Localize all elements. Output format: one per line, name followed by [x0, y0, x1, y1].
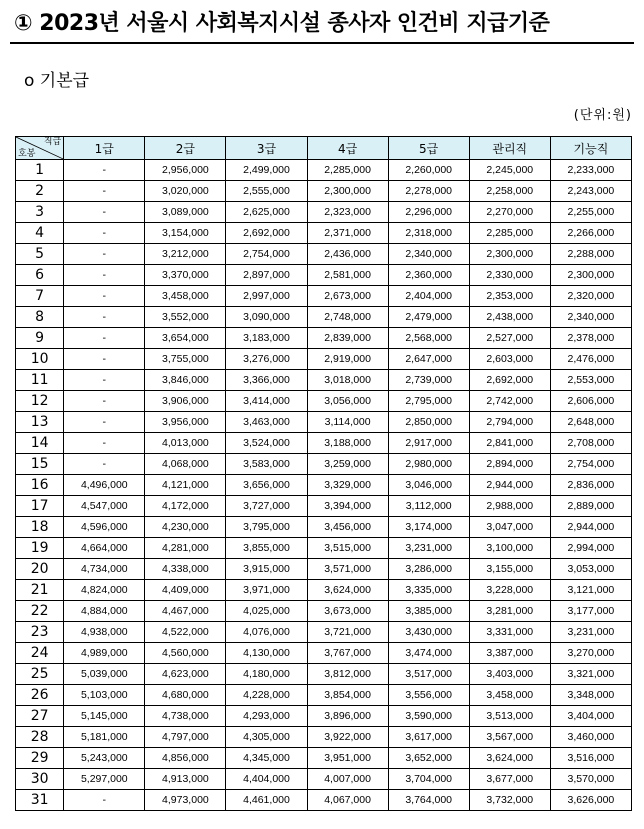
table-row — [16, 349, 632, 370]
salary-cell: 3,764,000 — [388, 790, 469, 811]
salary-cell: 3,727,000 — [226, 496, 307, 517]
step-number-cell: 30 — [16, 769, 64, 790]
salary-cell: 3,704,000 — [388, 769, 469, 790]
table-row — [16, 433, 632, 454]
table-row — [16, 265, 632, 286]
salary-cell: 2,371,000 — [307, 223, 388, 244]
salary-cell: 2,692,000 — [469, 370, 550, 391]
salary-cell: 3,915,000 — [226, 559, 307, 580]
salary-cell: 2,897,000 — [226, 265, 307, 286]
salary-cell: 3,212,000 — [145, 244, 226, 265]
step-number-cell: 19 — [16, 538, 64, 559]
step-number-cell: 22 — [16, 601, 64, 622]
table-row — [16, 517, 632, 538]
salary-cell: 2,754,000 — [226, 244, 307, 265]
table-row — [16, 391, 632, 412]
salary-cell: 3,624,000 — [307, 580, 388, 601]
salary-cell: 4,913,000 — [145, 769, 226, 790]
salary-cell: 3,394,000 — [307, 496, 388, 517]
salary-cell: 2,754,000 — [550, 454, 631, 475]
salary-cell: 2,673,000 — [307, 286, 388, 307]
salary-cell: 3,590,000 — [388, 706, 469, 727]
step-number-cell: 17 — [16, 496, 64, 517]
salary-cell: 3,652,000 — [388, 748, 469, 769]
salary-cell: 2,795,000 — [388, 391, 469, 412]
salary-cell: 3,174,000 — [388, 517, 469, 538]
table-row — [16, 181, 632, 202]
salary-cell: 3,515,000 — [307, 538, 388, 559]
step-number-cell: 3 — [16, 202, 64, 223]
corner-cell — [16, 137, 64, 160]
salary-cell: 3,089,000 — [145, 202, 226, 223]
salary-cell: 4,623,000 — [145, 664, 226, 685]
salary-cell: 2,692,000 — [226, 223, 307, 244]
document-title: ① 2023년 서울시 사회복지시설 종사자 인건비 지급기준 — [14, 11, 550, 36]
salary-cell: 2,956,000 — [145, 160, 226, 181]
salary-cell: 3,329,000 — [307, 475, 388, 496]
unit-note: (단위:원) — [573, 108, 632, 123]
salary-cell: 3,231,000 — [388, 538, 469, 559]
salary-cell: 2,841,000 — [469, 433, 550, 454]
salary-cell: 2,555,000 — [226, 181, 307, 202]
salary-cell: 4,461,000 — [226, 790, 307, 811]
salary-cell: 2,603,000 — [469, 349, 550, 370]
salary-cell: 3,626,000 — [550, 790, 631, 811]
salary-cell: 3,321,000 — [550, 664, 631, 685]
table-row — [16, 790, 632, 811]
salary-cell: 4,013,000 — [145, 433, 226, 454]
salary-cell: 2,917,000 — [388, 433, 469, 454]
salary-cell: 2,266,000 — [550, 223, 631, 244]
header-grade-3: 3급 — [226, 137, 307, 160]
header-grade-5: 5급 — [388, 137, 469, 160]
salary-cell: 3,460,000 — [550, 727, 631, 748]
salary-cell: 3,513,000 — [469, 706, 550, 727]
table-row — [16, 622, 632, 643]
salary-cell: 3,056,000 — [307, 391, 388, 412]
salary-cell: 4,345,000 — [226, 748, 307, 769]
section-subtitle: o 기본급 — [24, 71, 90, 91]
salary-cell: 3,922,000 — [307, 727, 388, 748]
salary-cell: 4,305,000 — [226, 727, 307, 748]
corner-label-step: 호봉 — [18, 149, 36, 159]
salary-cell: 2,320,000 — [550, 286, 631, 307]
salary-cell: 2,258,000 — [469, 181, 550, 202]
salary-cell: 4,596,000 — [64, 517, 145, 538]
salary-cell: 4,180,000 — [226, 664, 307, 685]
step-number-cell: 12 — [16, 391, 64, 412]
salary-cell: 4,734,000 — [64, 559, 145, 580]
salary-cell: 3,100,000 — [469, 538, 550, 559]
salary-cell: 2,285,000 — [307, 160, 388, 181]
header-grade-4: 4급 — [307, 137, 388, 160]
salary-cell: 3,463,000 — [226, 412, 307, 433]
salary-cell: 3,571,000 — [307, 559, 388, 580]
salary-cell: - — [64, 412, 145, 433]
salary-cell: 2,919,000 — [307, 349, 388, 370]
table-row — [16, 706, 632, 727]
salary-cell: - — [64, 307, 145, 328]
salary-cell: 5,297,000 — [64, 769, 145, 790]
salary-cell: 4,067,000 — [307, 790, 388, 811]
step-number-cell: 4 — [16, 223, 64, 244]
salary-cell: 2,245,000 — [469, 160, 550, 181]
salary-cell: - — [64, 223, 145, 244]
salary-cell: 3,154,000 — [145, 223, 226, 244]
salary-cell: 2,255,000 — [550, 202, 631, 223]
salary-cell: 3,896,000 — [307, 706, 388, 727]
table-row — [16, 538, 632, 559]
salary-cell: 2,894,000 — [469, 454, 550, 475]
table-row — [16, 370, 632, 391]
salary-cell: 2,648,000 — [550, 412, 631, 433]
step-number-cell: 14 — [16, 433, 64, 454]
table-row — [16, 685, 632, 706]
salary-cell: 3,177,000 — [550, 601, 631, 622]
salary-cell: 3,231,000 — [550, 622, 631, 643]
salary-cell: 3,516,000 — [550, 748, 631, 769]
salary-cell: 2,944,000 — [469, 475, 550, 496]
salary-cell: 4,172,000 — [145, 496, 226, 517]
salary-cell: 4,738,000 — [145, 706, 226, 727]
salary-cell: 4,989,000 — [64, 643, 145, 664]
salary-cell: 4,797,000 — [145, 727, 226, 748]
step-number-cell: 10 — [16, 349, 64, 370]
salary-cell: - — [64, 265, 145, 286]
salary-cell: 4,884,000 — [64, 601, 145, 622]
salary-cell: 3,335,000 — [388, 580, 469, 601]
salary-cell: 4,068,000 — [145, 454, 226, 475]
header-manager: 관리직 — [469, 137, 550, 160]
step-number-cell: 18 — [16, 517, 64, 538]
salary-cell: 2,980,000 — [388, 454, 469, 475]
salary-cell: 3,387,000 — [469, 643, 550, 664]
salary-cell: 3,583,000 — [226, 454, 307, 475]
salary-cell: 4,856,000 — [145, 748, 226, 769]
salary-cell: 4,121,000 — [145, 475, 226, 496]
salary-cell: 2,300,000 — [550, 265, 631, 286]
salary-cell: - — [64, 433, 145, 454]
salary-cell: 4,664,000 — [64, 538, 145, 559]
salary-cell: 3,624,000 — [469, 748, 550, 769]
salary-cell: 3,570,000 — [550, 769, 631, 790]
step-number-cell: 13 — [16, 412, 64, 433]
salary-cell: 5,039,000 — [64, 664, 145, 685]
salary-cell: 3,188,000 — [307, 433, 388, 454]
table-row — [16, 286, 632, 307]
salary-cell: 3,855,000 — [226, 538, 307, 559]
salary-cell: 3,846,000 — [145, 370, 226, 391]
salary-cell: 3,155,000 — [469, 559, 550, 580]
salary-table — [15, 136, 632, 811]
header-grade-2: 2급 — [145, 137, 226, 160]
salary-cell: 3,732,000 — [469, 790, 550, 811]
table-row — [16, 307, 632, 328]
step-number-cell: 9 — [16, 328, 64, 349]
salary-cell: 2,647,000 — [388, 349, 469, 370]
salary-cell: 2,553,000 — [550, 370, 631, 391]
salary-cell: 5,103,000 — [64, 685, 145, 706]
step-number-cell: 21 — [16, 580, 64, 601]
salary-cell: 2,606,000 — [550, 391, 631, 412]
salary-cell: 3,046,000 — [388, 475, 469, 496]
salary-cell: 4,338,000 — [145, 559, 226, 580]
salary-cell: 3,259,000 — [307, 454, 388, 475]
salary-cell: 2,318,000 — [388, 223, 469, 244]
salary-cell: 4,281,000 — [145, 538, 226, 559]
salary-cell: 2,438,000 — [469, 307, 550, 328]
salary-cell: - — [64, 349, 145, 370]
salary-cell: 4,228,000 — [226, 685, 307, 706]
salary-cell: 3,721,000 — [307, 622, 388, 643]
salary-cell: 3,404,000 — [550, 706, 631, 727]
salary-cell: 2,499,000 — [226, 160, 307, 181]
salary-cell: 2,378,000 — [550, 328, 631, 349]
salary-cell: 2,285,000 — [469, 223, 550, 244]
salary-cell: - — [64, 244, 145, 265]
salary-cell: 2,479,000 — [388, 307, 469, 328]
step-number-cell: 20 — [16, 559, 64, 580]
salary-cell: 3,348,000 — [550, 685, 631, 706]
salary-cell: 3,517,000 — [388, 664, 469, 685]
salary-cell: 3,047,000 — [469, 517, 550, 538]
step-number-cell: 28 — [16, 727, 64, 748]
table-row — [16, 244, 632, 265]
salary-cell: 4,007,000 — [307, 769, 388, 790]
salary-cell: 3,366,000 — [226, 370, 307, 391]
salary-cell: 2,997,000 — [226, 286, 307, 307]
salary-cell: 3,567,000 — [469, 727, 550, 748]
header-grade-1: 1급 — [64, 137, 145, 160]
salary-cell: 2,794,000 — [469, 412, 550, 433]
salary-cell: - — [64, 391, 145, 412]
salary-cell: 3,767,000 — [307, 643, 388, 664]
salary-cell: 3,971,000 — [226, 580, 307, 601]
salary-cell: 2,527,000 — [469, 328, 550, 349]
table-row — [16, 475, 632, 496]
salary-cell: 2,581,000 — [307, 265, 388, 286]
salary-cell: 3,114,000 — [307, 412, 388, 433]
salary-cell: 2,340,000 — [550, 307, 631, 328]
table-row — [16, 559, 632, 580]
salary-cell: 2,850,000 — [388, 412, 469, 433]
salary-cell: 4,973,000 — [145, 790, 226, 811]
salary-cell: 3,183,000 — [226, 328, 307, 349]
table-row — [16, 601, 632, 622]
salary-cell: 2,300,000 — [469, 244, 550, 265]
step-number-cell: 25 — [16, 664, 64, 685]
salary-cell: 4,522,000 — [145, 622, 226, 643]
salary-cell: 4,076,000 — [226, 622, 307, 643]
table-row — [16, 769, 632, 790]
salary-cell: 2,836,000 — [550, 475, 631, 496]
step-number-cell: 23 — [16, 622, 64, 643]
step-number-cell: 27 — [16, 706, 64, 727]
step-number-cell: 15 — [16, 454, 64, 475]
step-number-cell: 2 — [16, 181, 64, 202]
table-row — [16, 496, 632, 517]
salary-cell: 3,552,000 — [145, 307, 226, 328]
salary-cell: 2,708,000 — [550, 433, 631, 454]
salary-cell: - — [64, 370, 145, 391]
salary-cell: 3,854,000 — [307, 685, 388, 706]
salary-cell: 4,547,000 — [64, 496, 145, 517]
table-body — [16, 160, 632, 811]
salary-cell: 3,654,000 — [145, 328, 226, 349]
salary-cell: 4,560,000 — [145, 643, 226, 664]
table-row — [16, 727, 632, 748]
table-row — [16, 664, 632, 685]
salary-cell: 2,288,000 — [550, 244, 631, 265]
salary-cell: 2,748,000 — [307, 307, 388, 328]
salary-cell: 3,331,000 — [469, 622, 550, 643]
salary-cell: 5,145,000 — [64, 706, 145, 727]
salary-cell: - — [64, 286, 145, 307]
salary-cell: 3,951,000 — [307, 748, 388, 769]
salary-cell: 3,556,000 — [388, 685, 469, 706]
salary-cell: 2,625,000 — [226, 202, 307, 223]
salary-cell: 3,121,000 — [550, 580, 631, 601]
header-technical: 기능직 — [550, 137, 631, 160]
salary-cell: 3,458,000 — [145, 286, 226, 307]
salary-cell: 3,053,000 — [550, 559, 631, 580]
salary-cell: 4,130,000 — [226, 643, 307, 664]
salary-cell: 3,656,000 — [226, 475, 307, 496]
salary-cell: 3,474,000 — [388, 643, 469, 664]
salary-cell: 2,340,000 — [388, 244, 469, 265]
salary-cell: 2,476,000 — [550, 349, 631, 370]
salary-cell: 4,680,000 — [145, 685, 226, 706]
salary-cell: 3,112,000 — [388, 496, 469, 517]
salary-cell: 3,370,000 — [145, 265, 226, 286]
salary-cell: 2,260,000 — [388, 160, 469, 181]
step-number-cell: 16 — [16, 475, 64, 496]
salary-cell: - — [64, 328, 145, 349]
salary-cell: 2,296,000 — [388, 202, 469, 223]
step-number-cell: 11 — [16, 370, 64, 391]
salary-cell: 3,090,000 — [226, 307, 307, 328]
salary-cell: 2,739,000 — [388, 370, 469, 391]
salary-cell: 3,385,000 — [388, 601, 469, 622]
step-number-cell: 26 — [16, 685, 64, 706]
salary-cell: 3,414,000 — [226, 391, 307, 412]
salary-cell: 4,404,000 — [226, 769, 307, 790]
salary-cell: 2,278,000 — [388, 181, 469, 202]
table-row — [16, 643, 632, 664]
salary-cell: 2,323,000 — [307, 202, 388, 223]
salary-cell: 2,243,000 — [550, 181, 631, 202]
step-number-cell: 1 — [16, 160, 64, 181]
salary-cell: - — [64, 454, 145, 475]
salary-cell: 3,018,000 — [307, 370, 388, 391]
table-row — [16, 454, 632, 475]
salary-cell: 3,458,000 — [469, 685, 550, 706]
table-row — [16, 412, 632, 433]
salary-cell: 4,467,000 — [145, 601, 226, 622]
salary-cell: - — [64, 790, 145, 811]
salary-cell: 2,988,000 — [469, 496, 550, 517]
salary-cell: 2,839,000 — [307, 328, 388, 349]
salary-cell: 2,360,000 — [388, 265, 469, 286]
salary-cell: - — [64, 181, 145, 202]
salary-cell: 3,276,000 — [226, 349, 307, 370]
salary-cell: 3,906,000 — [145, 391, 226, 412]
table-row — [16, 202, 632, 223]
salary-cell: 2,742,000 — [469, 391, 550, 412]
salary-cell: 3,228,000 — [469, 580, 550, 601]
salary-cell: - — [64, 202, 145, 223]
salary-cell: 3,617,000 — [388, 727, 469, 748]
salary-cell: 3,812,000 — [307, 664, 388, 685]
salary-cell: 2,404,000 — [388, 286, 469, 307]
salary-cell: 5,243,000 — [64, 748, 145, 769]
step-number-cell: 24 — [16, 643, 64, 664]
salary-cell: 3,270,000 — [550, 643, 631, 664]
salary-cell: 3,430,000 — [388, 622, 469, 643]
salary-cell: 2,944,000 — [550, 517, 631, 538]
salary-cell: 3,956,000 — [145, 412, 226, 433]
salary-cell: 3,524,000 — [226, 433, 307, 454]
table-row — [16, 223, 632, 244]
salary-cell: 3,673,000 — [307, 601, 388, 622]
salary-cell: 3,281,000 — [469, 601, 550, 622]
header-row — [16, 137, 632, 160]
salary-cell: 4,496,000 — [64, 475, 145, 496]
salary-cell: 4,938,000 — [64, 622, 145, 643]
salary-cell: 2,300,000 — [307, 181, 388, 202]
salary-cell: 2,889,000 — [550, 496, 631, 517]
salary-cell: 2,568,000 — [388, 328, 469, 349]
table-row — [16, 160, 632, 181]
step-number-cell: 29 — [16, 748, 64, 769]
salary-cell: 3,795,000 — [226, 517, 307, 538]
corner-label-grade: 직급 — [43, 137, 62, 147]
salary-cell: 2,270,000 — [469, 202, 550, 223]
salary-cell: 5,181,000 — [64, 727, 145, 748]
table-row — [16, 580, 632, 601]
step-number-cell: 8 — [16, 307, 64, 328]
salary-cell: 2,436,000 — [307, 244, 388, 265]
salary-cell: 2,994,000 — [550, 538, 631, 559]
salary-cell: 4,824,000 — [64, 580, 145, 601]
salary-cell: 3,755,000 — [145, 349, 226, 370]
salary-cell: 4,409,000 — [145, 580, 226, 601]
salary-cell: 2,353,000 — [469, 286, 550, 307]
salary-cell: 3,677,000 — [469, 769, 550, 790]
salary-cell: 4,293,000 — [226, 706, 307, 727]
salary-cell: 2,330,000 — [469, 265, 550, 286]
salary-cell: 3,456,000 — [307, 517, 388, 538]
salary-cell: 4,230,000 — [145, 517, 226, 538]
step-number-cell: 7 — [16, 286, 64, 307]
step-number-cell: 31 — [16, 790, 64, 811]
salary-cell: 4,025,000 — [226, 601, 307, 622]
step-number-cell: 6 — [16, 265, 64, 286]
salary-cell: 2,233,000 — [550, 160, 631, 181]
table-row — [16, 328, 632, 349]
table-row — [16, 748, 632, 769]
salary-cell: - — [64, 160, 145, 181]
title-underline — [10, 42, 634, 44]
step-number-cell: 5 — [16, 244, 64, 265]
salary-cell: 3,403,000 — [469, 664, 550, 685]
salary-cell: 3,020,000 — [145, 181, 226, 202]
salary-cell: 3,286,000 — [388, 559, 469, 580]
